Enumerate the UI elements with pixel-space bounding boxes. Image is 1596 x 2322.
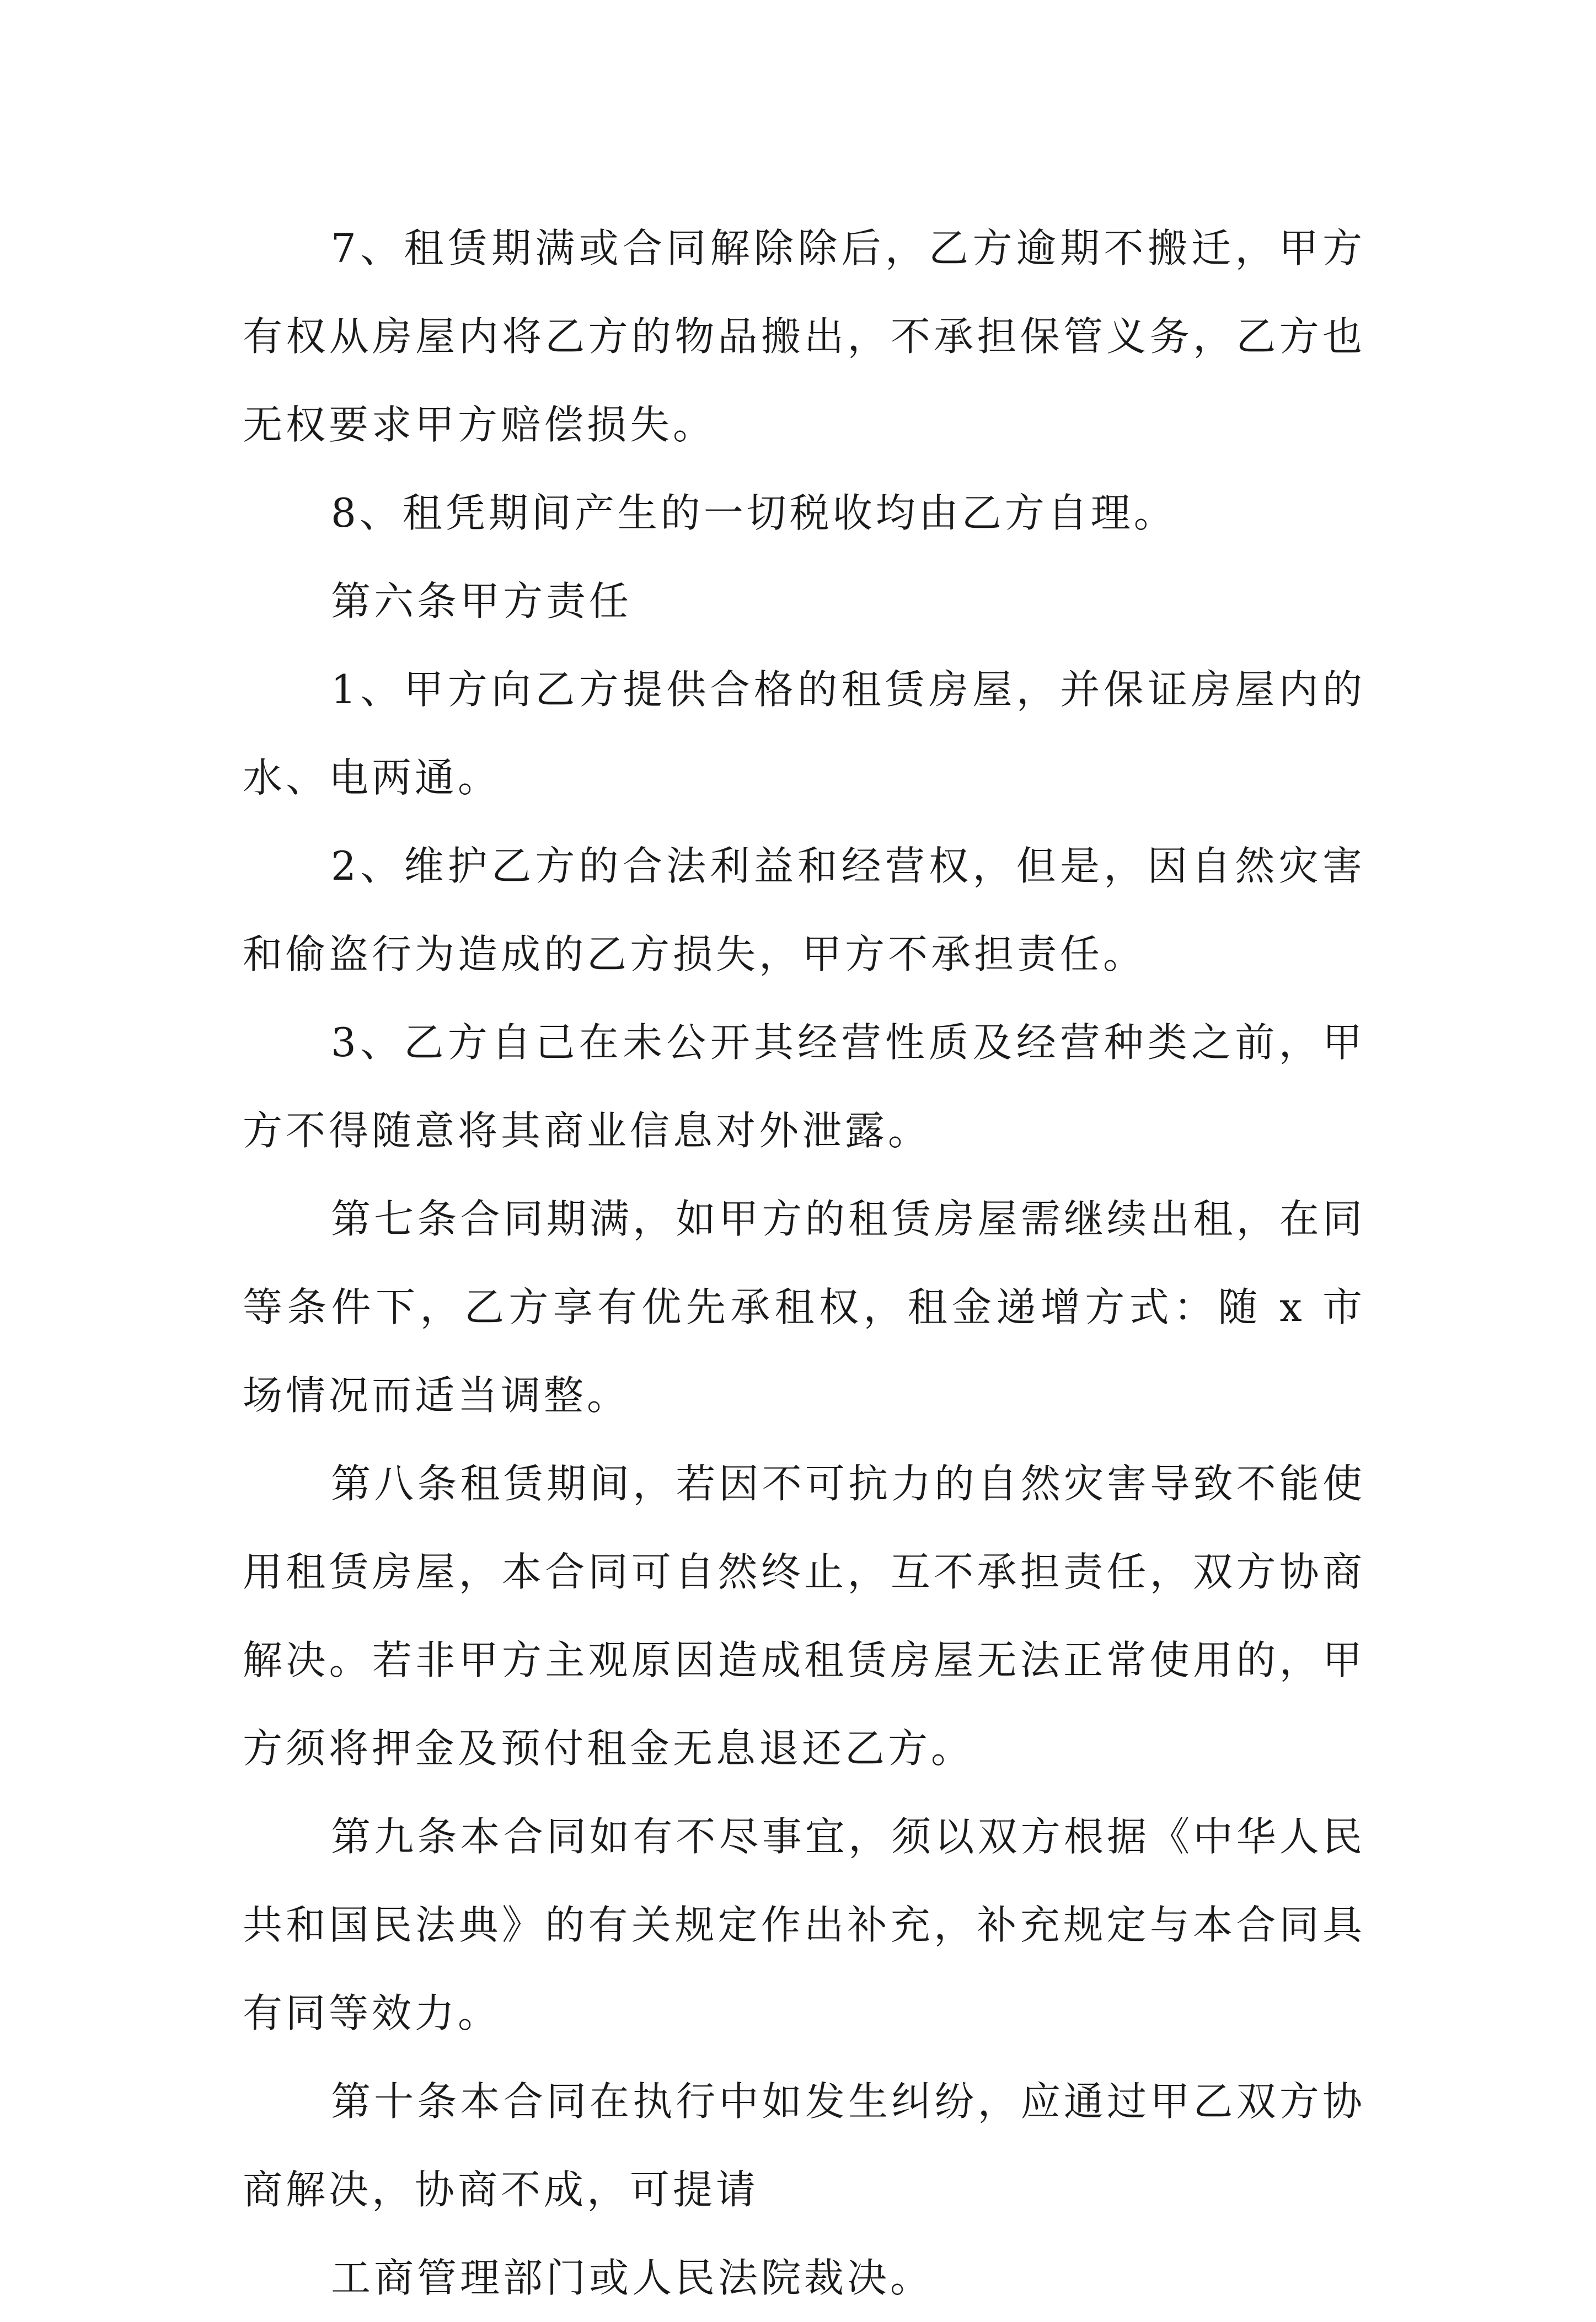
- paragraph-clause-8: 8、租凭期间产生的一切税收均由乙方自理。: [331, 490, 1177, 536]
- paragraph-article-7: 第七条合同期满，如甲方的租赁房屋需继续出租，在同等条件下，乙方享有优先承租权，租金递增方式：随 x 市场情况而适当调整。: [243, 1196, 1365, 1419]
- paragraph-article-9: 第九条本合同如有不尽事宜，须以双方根据《中华人民共和国民法典》的有关规定作出补充，补充规定与本合同具有同等效力。: [243, 1813, 1365, 2036]
- paragraph-article-6-item-2: 2、维护乙方的合法利益和经营权，但是，因自然灾害和偷盗行为造成的乙方损失，甲方不承担责任。: [243, 843, 1365, 977]
- paragraph-article-10-continued: 工商管理部门或人民法院裁决。: [331, 2255, 934, 2301]
- paragraph-article-6-item-1: 1、甲方向乙方提供合格的租赁房屋，并保证房屋内的水、电两通。: [243, 666, 1365, 801]
- paragraph-article-8: 第八条租赁期间，若因不可抗力的自然灾害导致不能使用租赁房屋，本合同可自然终止，互不承担责任，双方协商解决。若非甲方主观原因造成租赁房屋无法正常使用的，甲方须将押金及预付租金无息退还乙方。: [243, 1460, 1365, 1772]
- section-heading-article-6: 第六条甲方责任: [331, 578, 633, 624]
- paragraph-clause-7: 7、租赁期满或合同解除除后，乙方逾期不搬迁，甲方有权从房屋内将乙方的物品搬出，不承担保管义务，乙方也无权要求甲方赔偿损失。: [243, 225, 1365, 448]
- paragraph-article-6-item-3: 3、乙方自己在未公开其经营性质及经营种类之前，甲方不得随意将其商业信息对外泄露。: [243, 1019, 1365, 1154]
- paragraph-article-10: 第十条本合同在执行中如发生纠纷，应通过甲乙双方协商解决，协商不成，可提请: [243, 2078, 1365, 2213]
- document-body: [243, 204, 1365, 2322]
